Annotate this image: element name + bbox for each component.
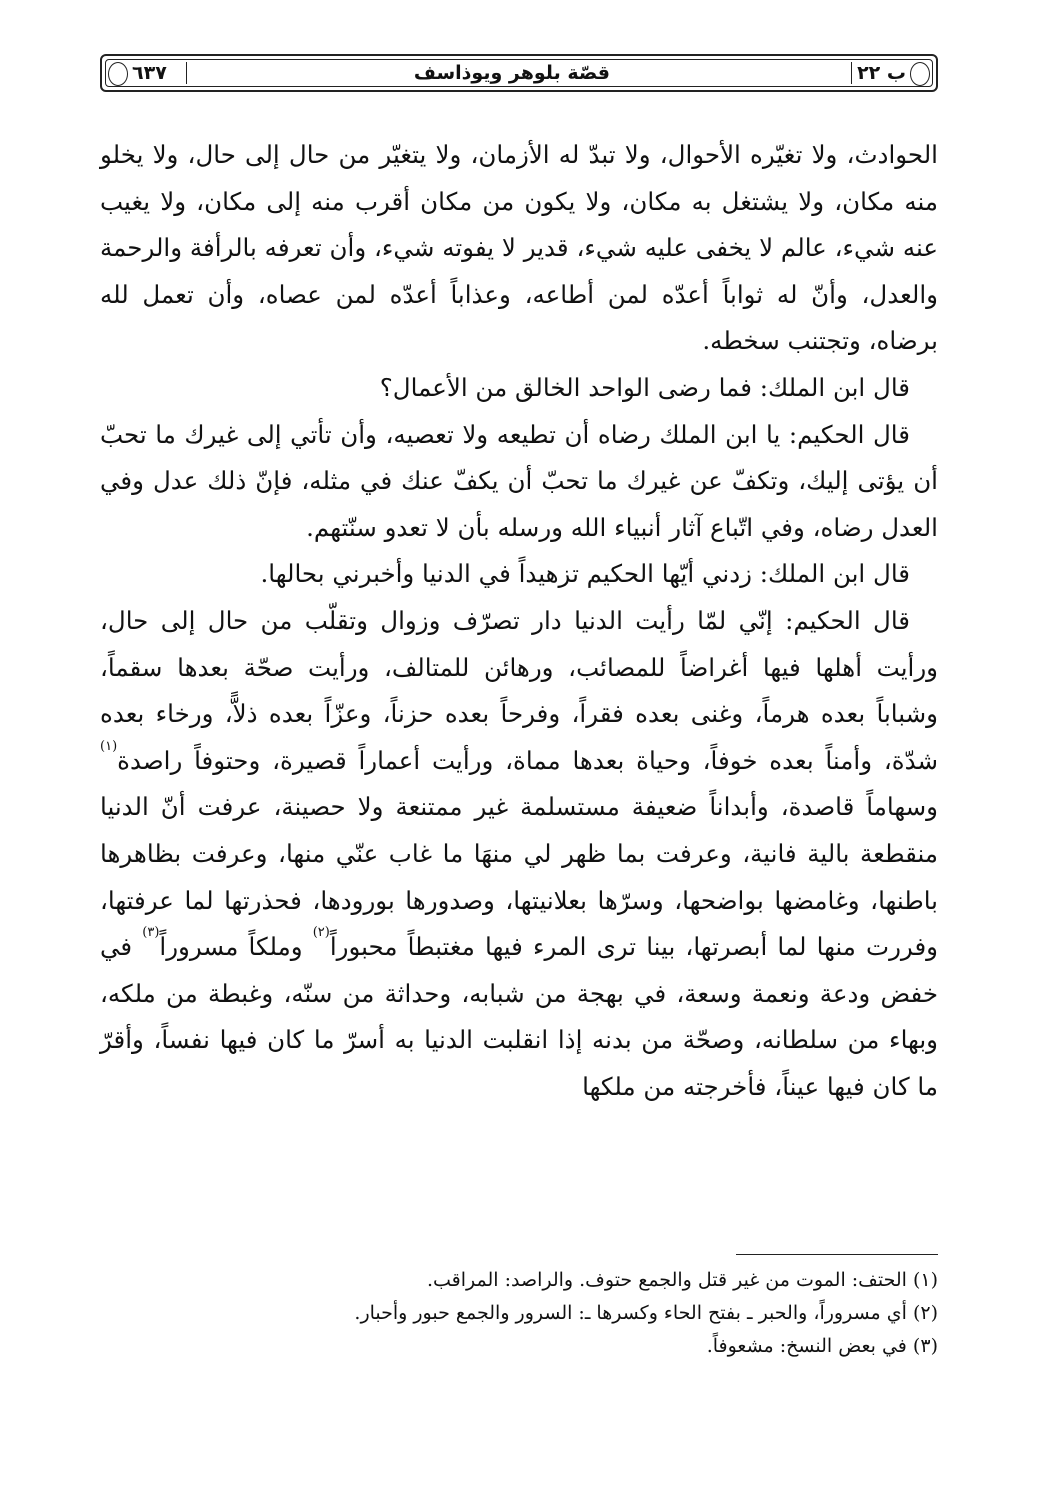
footnote: (١) الحتف: الموت من غير قتل والجمع حتوف. والراصد: المراقب. — [426, 1269, 938, 1291]
footnote-marker[interactable]: (٣) — [142, 925, 160, 941]
header-title: قصّة بلوهر ويوذاسف — [413, 62, 611, 84]
text-run: في خفض ودعة ونعمة وسعة، في بهجة من شبابه، وحداثة من سنّه، وغبطة من ملكه، وبهاء من سلطانه، وصحّة من بدنه إذا انقلبت الدنيا به أسرّ ما كان فيها نفساً، وأقرّ ما كان فيها عيناً، فأخرجته من ملكها — [100, 932, 938, 1101]
footnote-marker[interactable]: (٢) — [312, 925, 330, 941]
footnote-divider — [736, 1254, 938, 1255]
footnote: (٣) في بعض النسخ: مشعوفاً. — [706, 1335, 938, 1357]
text-run: قال ابن الملك: زدني أيّها الحكيم تزهيداً في الدنيا وأخبرني بحالها. — [260, 559, 910, 589]
text-run: الحوادث، ولا تغيّره الأحوال، ولا تبدّ له الأزمان، ولا يتغيّر من حال إلى حال، ولا يخلو منه مكان، ولا يشتغل به مكان، ولا يكون من مكان أقرب منه إلى مكان، ولا يغيب عنه شيء، عالم لا يخفى عليه شيء، قدير لا يفوته شيء، وأن تعرفه بالرأفة والرحمة والعدل، وأنّ له ثواباً أعدّه لمن أطاعه، وعذاباً أعدّه لمن عصاه، وأن تعمل لله برضاه، وتجتنب سخطه. — [100, 140, 938, 356]
footnote: (٢) أي مسروراً، والحبر ـ بفتح الحاء وكسرها ـ: السرور والجمع حبور وأحبار. — [354, 1302, 938, 1324]
header-ornament-left — [108, 62, 128, 86]
text-run: قال الحكيم: إنّي لمّا رأيت الدنيا دار تصرّف وزوال وتقلّب من حال إلى حال، ورأيت أهلها فيها أغراضاً للمصائب، ورهائن للمتالف، ورأيت صحّة بعدها سقماً، وشباباً بعده هرماً، وغنى بعده فقراً، وفرحاً بعده حزناً، وعزّاً بعده ذلاًّ، ورخاء بعده شدّة، وأمناً بعده خوفاً، وحياة بعدها مماة، ورأيت أعماراً قصيرة، وحتوفاً راصدة — [100, 605, 938, 775]
text-run: وملكاً مسروراً — [159, 932, 313, 962]
paragraph — [100, 598, 938, 1111]
main-text — [100, 132, 938, 1110]
paragraph — [100, 551, 938, 598]
header-ornament-right — [910, 62, 930, 86]
header-content — [132, 56, 906, 90]
header-section: ب ٢٢ — [857, 62, 906, 84]
paragraph — [100, 365, 938, 412]
running-header — [100, 54, 938, 92]
footnote-marker[interactable]: (١) — [100, 738, 118, 754]
paragraph — [100, 412, 938, 552]
text-run: قال ابن الملك: فما رضى الواحد الخالق من الأعمال؟ — [379, 372, 910, 402]
footnotes — [100, 1264, 938, 1363]
text-run: قال الحكيم: يا ابن الملك رضاه أن تطيعه ولا تعصيه، وأن تأتي إلى غيرك ما تحبّ أن يؤتى إليك، وتكفّ عن غيرك ما تحبّ أن يكفّ عنك في مثله، فإنّ ذلك عدل وفي العدل رضاه، وفي اتّباع آثار أنبياء الله ورسله بأن لا تعدو سنّتهم. — [100, 419, 938, 542]
page-number: ٦٣٧ — [132, 62, 167, 84]
paragraph — [100, 132, 938, 365]
text-run: وسهاماً قاصدة، وأبداناً ضعيفة مستسلمة غير ممتنعة ولا حصينة، عرفت أنّ الدنيا منقطعة بالية فانية، وعرفت بما ظهر لي منهَا ما غاب عنّي منها، وعرفت بظاهرها باطنها، وغامضها بواضحها، وسرّها بعلانيتها، وصدورها بورودها، فحذرتها لما عرفتها، وفررت منها لما أبصرتها، بينا ترى المرء فيها مغتبطاً محبوراً — [100, 792, 938, 962]
